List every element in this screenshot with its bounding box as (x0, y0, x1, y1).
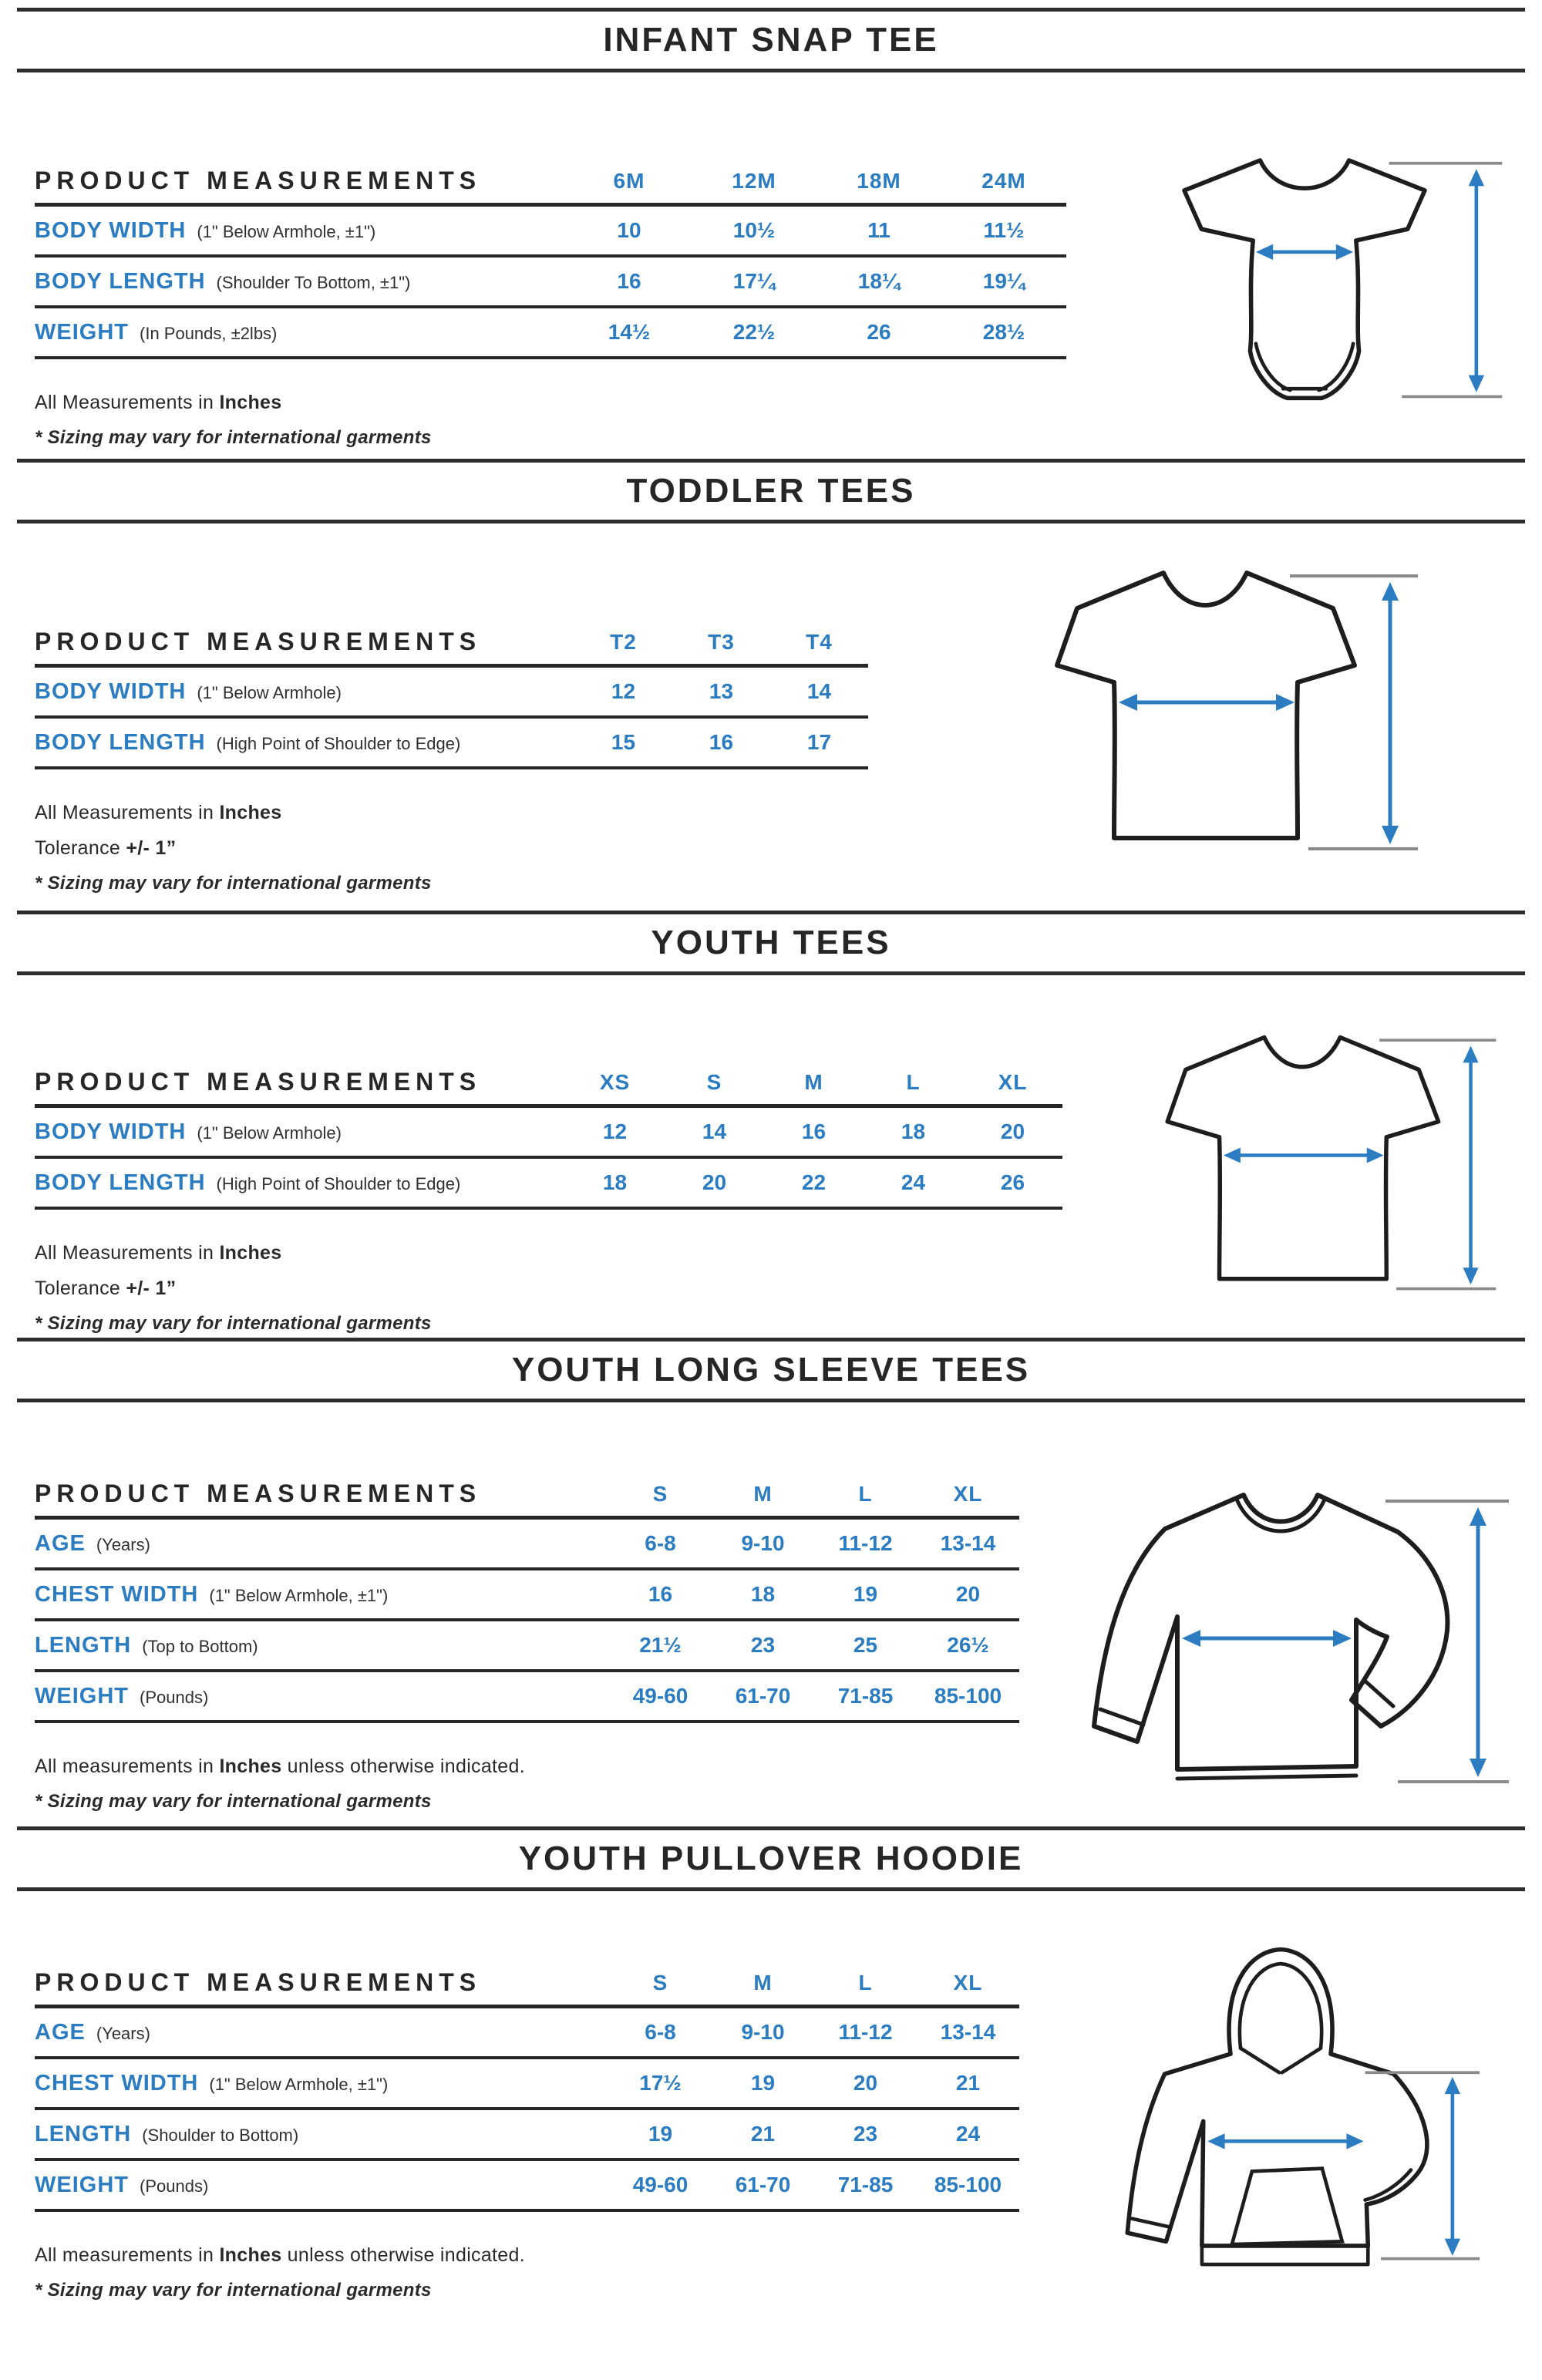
cell-value: 11-12 (838, 1531, 893, 1555)
note-measurements (35, 392, 1066, 414)
cell-value: 61-70 (735, 1684, 791, 1708)
column-header: XL (953, 1970, 983, 1995)
column-header: T3 (708, 629, 735, 654)
row-label: LENGTH (35, 2121, 132, 2146)
cell-value: 19¼ (982, 269, 1025, 293)
cell-value: 9-10 (741, 1531, 785, 1555)
cell-value: 13-14 (940, 1531, 996, 1555)
cell-value: 23 (750, 1633, 776, 1657)
section-title-bar (17, 911, 1525, 975)
section-title-bar (17, 8, 1525, 72)
note-bold: Inches (219, 1242, 282, 1264)
cell-value: 19 (853, 1582, 878, 1606)
cell-value: 71-85 (837, 1684, 894, 1708)
table-row (35, 668, 868, 719)
note-bold: Inches (219, 1756, 282, 1777)
row-sublabel: (Years) (96, 1534, 150, 1554)
row-label: LENGTH (35, 1632, 132, 1658)
section-title: YOUTH TEES (651, 924, 891, 961)
cell-value: 10 (617, 218, 641, 242)
cell-value: 13-14 (940, 2020, 996, 2044)
row-label: BODY WIDTH (35, 1119, 187, 1144)
table-header-row (35, 620, 868, 668)
row-sublabel: (1" Below Armhole) (197, 682, 342, 702)
infant-snap-tee-illustration (1104, 117, 1505, 454)
table-row (35, 207, 1066, 258)
cell-value: 6-8 (645, 1531, 676, 1555)
row-sublabel: (Pounds) (140, 1687, 209, 1707)
section-title-bar (17, 459, 1525, 523)
column-header: L (906, 1069, 921, 1094)
measurements-table (35, 1472, 1019, 1723)
cell-value: 18 (750, 1582, 776, 1606)
section-title: YOUTH PULLOVER HOODIE (518, 1840, 1024, 1877)
column-header: 6M (613, 168, 645, 193)
cell-value: 18 (602, 1170, 628, 1194)
note-sizing: * Sizing may vary for international garments (35, 2280, 432, 2301)
cell-value: 19 (750, 2071, 776, 2095)
cell-value: 20 (1000, 1119, 1025, 1143)
row-sublabel: (1" Below Armhole) (197, 1123, 342, 1143)
table-row (35, 308, 1066, 359)
row-label: BODY WIDTH (35, 678, 187, 704)
column-header: XL (953, 1481, 983, 1506)
note-sizing: * Sizing may vary for international garments (35, 873, 432, 894)
note-measurements (35, 2244, 1019, 2267)
body-length-arrow (1382, 582, 1399, 844)
toddler-tee-illustration (989, 534, 1421, 897)
section-toddler-tees (0, 459, 1542, 897)
note-bold: Inches (219, 2244, 282, 2266)
section-infant-snap-tee (0, 8, 1542, 454)
column-header: 12M (732, 168, 776, 193)
cell-value: 12 (611, 679, 636, 703)
note-text: All measurements in (35, 1756, 220, 1777)
cell-value: 14 (702, 1119, 727, 1143)
cell-value: 13 (709, 679, 734, 703)
row-sublabel: (Shoulder to Bottom) (142, 2125, 299, 2145)
measurements-table (35, 159, 1066, 359)
garment-outline (1057, 573, 1355, 838)
table-row (35, 1520, 1019, 1570)
row-sublabel: (Pounds) (140, 2176, 209, 2196)
table-row (35, 1108, 1062, 1159)
row-sublabel: (Top to Bottom) (142, 1636, 258, 1656)
section-notes (35, 802, 868, 894)
cell-value: 21½ (639, 1633, 682, 1657)
cell-value: 24 (901, 1170, 926, 1194)
cell-value: 49-60 (632, 2173, 689, 2197)
table-row (35, 1159, 1062, 1210)
row-label: BODY WIDTH (35, 217, 187, 243)
section-notes (35, 2244, 1019, 2301)
section-title: YOUTH LONG SLEEVE TEES (511, 1351, 1031, 1389)
cell-value: 17½ (639, 2071, 682, 2095)
section-youth-pullover-hoodie (0, 1826, 1542, 2306)
row-sublabel: (1" Below Armhole, ±1") (209, 2074, 389, 2094)
note-sizing: * Sizing may vary for international garments (35, 427, 432, 448)
cell-value: 21 (750, 2122, 776, 2146)
table-header-label: PRODUCT MEASUREMENTS (35, 628, 482, 655)
column-header: M (804, 1069, 823, 1094)
cell-value: 25 (853, 1633, 878, 1657)
table-row (35, 2161, 1019, 2212)
body-length-arrow (1468, 169, 1483, 392)
cell-value: 20 (853, 2071, 878, 2095)
table-row (35, 1621, 1019, 1672)
cell-value: 19 (648, 2122, 673, 2146)
cell-value: 16 (617, 269, 641, 293)
row-sublabel: (High Point of Shoulder to Edge) (216, 733, 461, 753)
garment-outline (1094, 1495, 1447, 1769)
cell-value: 12 (602, 1119, 628, 1143)
section-title-bar (17, 1338, 1525, 1402)
note-text: Tolerance (35, 837, 126, 859)
note-text: unless otherwise indicated. (281, 1756, 525, 1777)
cell-value: 71-85 (837, 2173, 894, 2197)
note-measurements (35, 802, 868, 824)
table-header-row (35, 1472, 1019, 1520)
cell-value: 16 (648, 1582, 673, 1606)
column-header: S (706, 1069, 722, 1094)
cell-value: 14½ (608, 320, 651, 344)
note-measurements (35, 1756, 1019, 1778)
cell-value: 15 (611, 730, 636, 754)
cell-value: 26 (1000, 1170, 1025, 1194)
note-tolerance (35, 837, 868, 860)
section-title: TODDLER TEES (626, 472, 916, 510)
table-header-label: PRODUCT MEASUREMENTS (35, 167, 482, 194)
cell-value: 17¼ (732, 269, 776, 293)
row-sublabel: (Shoulder To Bottom, ±1") (216, 272, 411, 292)
column-header: XS (599, 1069, 631, 1094)
cell-value: 11-12 (838, 2020, 893, 2044)
section-title: INFANT SNAP TEE (603, 21, 939, 59)
note-sizing: * Sizing may vary for international garments (35, 1313, 432, 1334)
cell-value: 24 (955, 2122, 981, 2146)
note-sizing: * Sizing may vary for international garments (35, 1791, 432, 1812)
row-label: AGE (35, 1530, 86, 1556)
cell-value: 61-70 (735, 2173, 791, 2197)
cell-value: 9-10 (741, 2020, 785, 2044)
cell-value: 49-60 (632, 1684, 689, 1708)
row-label: CHEST WIDTH (35, 2070, 199, 2096)
cell-value: 11½ (983, 218, 1025, 242)
column-header: L (858, 1970, 873, 1995)
table-header-row (35, 159, 1066, 207)
note-text: All Measurements in (35, 392, 220, 413)
row-sublabel: (In Pounds, ±2lbs) (140, 323, 278, 343)
row-label: BODY LENGTH (35, 268, 206, 294)
note-bold: +/- 1” (126, 837, 177, 859)
body-length-arrow (1470, 1507, 1486, 1777)
row-label: WEIGHT (35, 1683, 129, 1708)
row-label: WEIGHT (35, 319, 129, 345)
row-label: AGE (35, 2019, 86, 2045)
row-sublabel: (Years) (96, 2023, 150, 2043)
garment-outline (1127, 1950, 1427, 2246)
cell-value: 26½ (947, 1633, 989, 1657)
cell-value: 22½ (732, 320, 776, 344)
measurements-table (35, 1060, 1062, 1210)
hem-line (1177, 1776, 1356, 1779)
column-header: L (858, 1481, 873, 1506)
cell-value: 22 (801, 1170, 827, 1194)
cell-value: 26 (867, 320, 891, 344)
column-header: XL (998, 1069, 1028, 1094)
cell-value: 6-8 (645, 2020, 676, 2044)
row-label: WEIGHT (35, 2172, 129, 2197)
cell-value: 10½ (732, 218, 776, 242)
table-header-row (35, 1060, 1062, 1108)
cell-value: 23 (853, 2122, 878, 2146)
table-row (35, 2008, 1019, 2059)
table-row (35, 1672, 1019, 1723)
cell-value: 18¼ (857, 269, 901, 293)
table-row (35, 258, 1066, 308)
cell-value: 85-100 (934, 2173, 1002, 2197)
note-text: Tolerance (35, 1278, 126, 1299)
table-row (35, 2110, 1019, 2161)
note-text: All Measurements in (35, 1242, 220, 1264)
column-header: S (652, 1970, 668, 1995)
cell-value: 28½ (982, 320, 1025, 344)
note-tolerance (35, 1278, 1062, 1300)
cell-value: 14 (806, 679, 832, 703)
column-header: 18M (857, 168, 901, 193)
cell-value: 16 (801, 1119, 827, 1143)
hem-band-line (1202, 2246, 1368, 2264)
table-row (35, 719, 868, 769)
section-notes (35, 1756, 1019, 1813)
youth-long-sleeve-tee-illustration (1049, 1455, 1512, 1825)
section-youth-long-sleeve-tees (0, 1338, 1542, 1825)
column-header: 24M (981, 168, 1026, 193)
column-header: T2 (610, 629, 637, 654)
note-text: All Measurements in (35, 802, 220, 823)
youth-pullover-hoodie-illustration (1080, 1934, 1481, 2306)
note-bold: +/- 1” (126, 1278, 177, 1299)
table-header-row (35, 1961, 1019, 2008)
note-text: All measurements in (35, 2244, 220, 2266)
column-header: T4 (806, 629, 833, 654)
note-text: unless otherwise indicated. (281, 2244, 525, 2266)
row-sublabel: (1" Below Armhole, ±1") (209, 1585, 389, 1605)
row-sublabel: (High Point of Shoulder to Edge) (216, 1173, 461, 1193)
youth-tee-illustration (1106, 1002, 1499, 1332)
note-bold: Inches (219, 392, 282, 413)
cell-value: 11 (867, 218, 891, 242)
section-title-bar (17, 1826, 1525, 1891)
cell-value: 20 (955, 1582, 981, 1606)
row-label: BODY LENGTH (35, 1170, 206, 1195)
garment-outline (1184, 160, 1425, 398)
note-measurements (35, 1242, 1062, 1264)
section-notes (35, 1242, 1062, 1335)
section-youth-tees (0, 911, 1542, 1335)
table-header-label: PRODUCT MEASUREMENTS (35, 1068, 482, 1096)
column-header: M (753, 1481, 773, 1506)
cell-value: 16 (709, 730, 734, 754)
column-header: M (753, 1970, 773, 1995)
note-bold: Inches (219, 802, 282, 823)
section-notes (35, 392, 1066, 449)
cell-value: 85-100 (934, 1684, 1002, 1708)
cell-value: 17 (806, 730, 832, 754)
table-header-label: PRODUCT MEASUREMENTS (35, 1480, 482, 1507)
measurements-table (35, 1961, 1019, 2212)
measurements-table (35, 620, 868, 769)
table-row (35, 2059, 1019, 2110)
row-label: CHEST WIDTH (35, 1581, 199, 1607)
cell-value: 18 (901, 1119, 926, 1143)
row-label: BODY LENGTH (35, 729, 206, 755)
cell-value: 21 (955, 2071, 981, 2095)
body-length-arrow (1463, 1045, 1479, 1284)
table-row (35, 1570, 1019, 1621)
table-header-label: PRODUCT MEASUREMENTS (35, 1968, 482, 1996)
row-sublabel: (1" Below Armhole, ±1") (197, 221, 376, 241)
cell-value: 20 (702, 1170, 727, 1194)
garment-outline (1167, 1038, 1439, 1279)
column-header: S (652, 1481, 668, 1506)
body-length-arrow (1445, 2077, 1460, 2256)
